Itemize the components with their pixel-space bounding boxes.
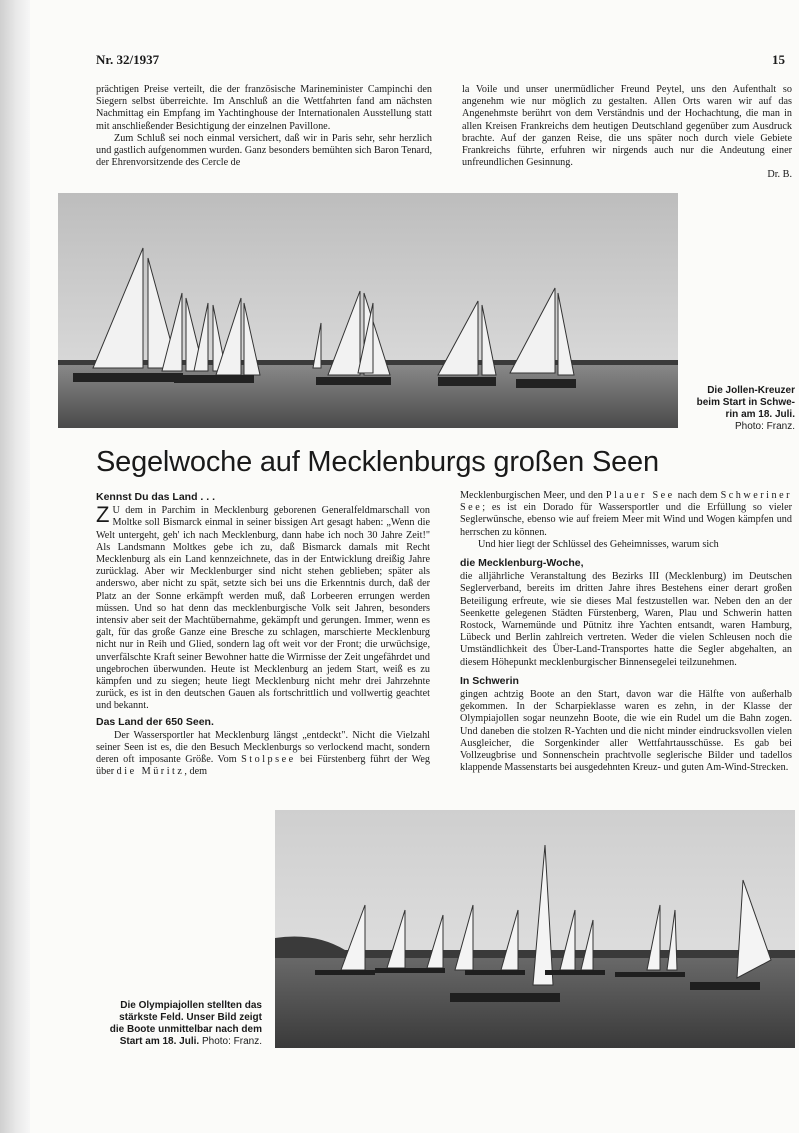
plauer-see-name: Plauer See [605,490,675,501]
top-right-column [462,84,792,182]
issue-number: Nr. 32/1937 [96,52,160,67]
top-left-paragraph-1: prächtigen Preise verteilt, die der französische Marineminister Campinchi den Siegern selbst überreichte. Im Anschluß an die Wettfahrten fand am nächsten Nachmittag ein Empfang im Yachtinghouse der Internationalen Ausstellung statt mit anschließender Besichtigung der einzelnen Pavillone. [96,84,432,132]
right-text-a: Mecklenburgischen Meer, und den [460,490,606,501]
article-title: Segelwoche auf Mecklenburgs großen Seen [96,446,659,478]
subhead-kennst-du: Kennst Du das Land . . . [96,491,216,503]
stolpsee-name: Stolpsee [241,754,296,766]
photo2-caption-line2: stärkste Feld. Unser Bild zeigt [119,1012,262,1023]
mueritz-name: die Müritz [116,766,185,778]
top-left-column [96,84,432,169]
photo1-caption-line2: beim Start in Schwe- [696,397,795,408]
paragraph-2-text-e: , dem [184,766,208,778]
photo2-credit: Photo: Franz. [201,1036,262,1047]
book-spine-shadow [0,0,30,1133]
photo2-caption-line3: die Boote unmittelbar nach dem [109,1024,262,1035]
right-text-e: ; es ist ein Dorado für Wassersportler und die Erfüllung so vieler Seglerwünsche, ebenso wie auf freiem Meer mit Wind und Wogen kämpfen und herrschen zu können. [460,502,792,538]
article-left-column [96,488,430,779]
author-signature: Dr. B. [767,169,792,181]
photo2-caption [96,1000,262,1048]
drop-cap: Z [96,502,110,528]
photo-jollen-kreuzer [58,193,678,428]
photo2-caption-line4: Start am 18. Juli. [119,1036,200,1047]
subhead-in-schwerin: In Schwerin [460,674,519,687]
article-right-paragraph-1 [460,490,792,539]
photo1-caption-line3: rin am 18. Juli. [725,409,795,420]
article-paragraph-2 [96,730,430,779]
photo1-credit: Photo: Franz. [734,421,795,432]
photo1-caption [691,385,795,433]
article-paragraph-4: gingen achtzig Boote an den Start, davon war die Hälfte von außerhalb gekommen. In der Scharpieklasse waren es zehn, in der Klasse der Olympiajollen sogar neunzehn Boote, die wie ein Rudel um die Bahn zogen. Und daneben die stolzen R-Yachten und die nicht minder eindrucksvollen vielen Ausgleicher, die Sorgenkinder aller Wettfahrtausschüsse. Es gab bei Vollzeugbrise und Sonnenschein prachtvolle seglerische Bilder und tadellos klappende Massenstarts bei ausgedehnten Kreuz- und guten Am-Wind-Strecken. [460,689,792,774]
paragraph-2-text-a: Der Wassersportler hat Mecklenburg längst „entdeckt". Nicht die Vielzahl seiner Seen ist es, die den Besuch Mecklenburgs so verlockend macht, sondern deren oft imposante Größe. Vom [96,729,430,766]
paragraph-2-text-c: bei Fürstenberg führt der Weg über [96,754,431,778]
subhead-650-seen: Das Land der 650 Seen. [96,715,214,728]
top-left-paragraph-2: Zum Schluß sei noch einmal versichert, daß wir in Paris sehr, sehr herzlich und gastlich aufgenommen wurden. Ganz besonders bemühten sich Baron Tenard, der Ehrenvorsitzende des Cercle de [96,132,432,169]
article-paragraph-3: die alljährliche Veranstaltung des Bezirks III (Mecklenburg) im Deutschen Seglerverband, bereits im dritten Jahre ihres Bestehens einer derart großen Beteiligung erfreute, wie sie dieses Mal festzustellen war. Neben den an der Seenkette gelegenen Städten Fürstenberg, Waren, Plau und Schwerin hatten Rostock, Warnemünde und Pütnitz ihre Yachten entsandt, waren Hamburg, Lübeck und Berlin zahlreich vertreten. Weder die vielen Schleusen noch die Umständlichkeit des Über-Land-Transportes hatte die Segler abgehalten, an diesem Höhepunkt mecklenburgischer Binnensegelei teilzunehmen. [460,571,792,668]
article-right-paragraph-2: Und hier liegt der Schlüssel des Geheimnisses, warum sich [478,538,719,550]
photo-olympiajollen [275,810,795,1048]
right-text-c: nach dem [674,490,721,501]
subhead-mecklenburg-woche: die Mecklenburg-Woche, [460,557,584,570]
article-paragraph-1 [96,502,430,712]
page-number: 15 [772,52,785,67]
schweriner-see-name: Schweriner See [460,490,792,514]
photo2-caption-line1: Die Olympiajollen stellten das [120,1000,262,1011]
article-right-column [460,490,792,774]
paragraph-1-text: U dem in Parchim in Mecklenburg geborenen Generalfeldmarschall von Moltke soll Bismarck einmal in seiner bissigen Art gesagt haben: „Wenn die Welt untergeht, geh' ich nach Mecklenburg, dann habe ich noch 30 Jahre Zeit!" Als Landsmann Moltkes gebe ich zu, daß Bismarck damals mit Recht Mecklenburg als ein Land kennzeichnete, das in der Entwicklung dreißig Jahre zurücklag. Aber wir Mecklenburger sind nicht stehen geblieben; später als anderswo, aber nicht zu spät, setzte sich bei uns die Erkenntnis durch, daß der Platz an der Sonne erkämpft werden muß, daß Lorbeeren errungen werden müssen. Und so hat denn das mecklenburgische Volk seit Jahren, besonders intensiv aber seit der Machtübernahme, gekämpft und gerungen. Immer, wenn es galt, für das große Ganze eine Bresche zu schlagen, marschierte Mecklenburg nicht nur in Reih und Glied, sondern lag oft weit vor der Front; die urwüchsige, unverfälschte Kraft seiner Bewohner hatte die Wirrnisse der Zeit ungefährdet und ungebrochen überwunden. Heute ist Mecklenburg an jedem Start, weiß es zu kämpfen und zu siegen; heute liegt Mecklenburg nicht mehr drei Jahrzehnte zurück, es ist in den deutschen Gauen als fortschrittlich und vollwertig geachtet und bekannt. [96,505,430,712]
photo1-caption-line1: Die Jollen-Kreuzer [707,385,795,396]
top-right-paragraph: la Voile und unser unermüdlicher Freund Peytel, uns den Aufenthalt so angenehm wie nur möglich zu gestalten. Allen Orts waren wir auf das Angenehmste berührt von dem Verständnis und der Hochachtung, die man in allen Kreisen Frankreichs dem heutigen Deutschland gegenüber zum Ausdruck brachte. Auf der ganzen Reise, die uns später noch durch viele Gebiete Frankreichs führte, erfuhren wir nirgends auch nur die Andeutung einer unfreundlichen Gesinnung. [462,84,792,169]
